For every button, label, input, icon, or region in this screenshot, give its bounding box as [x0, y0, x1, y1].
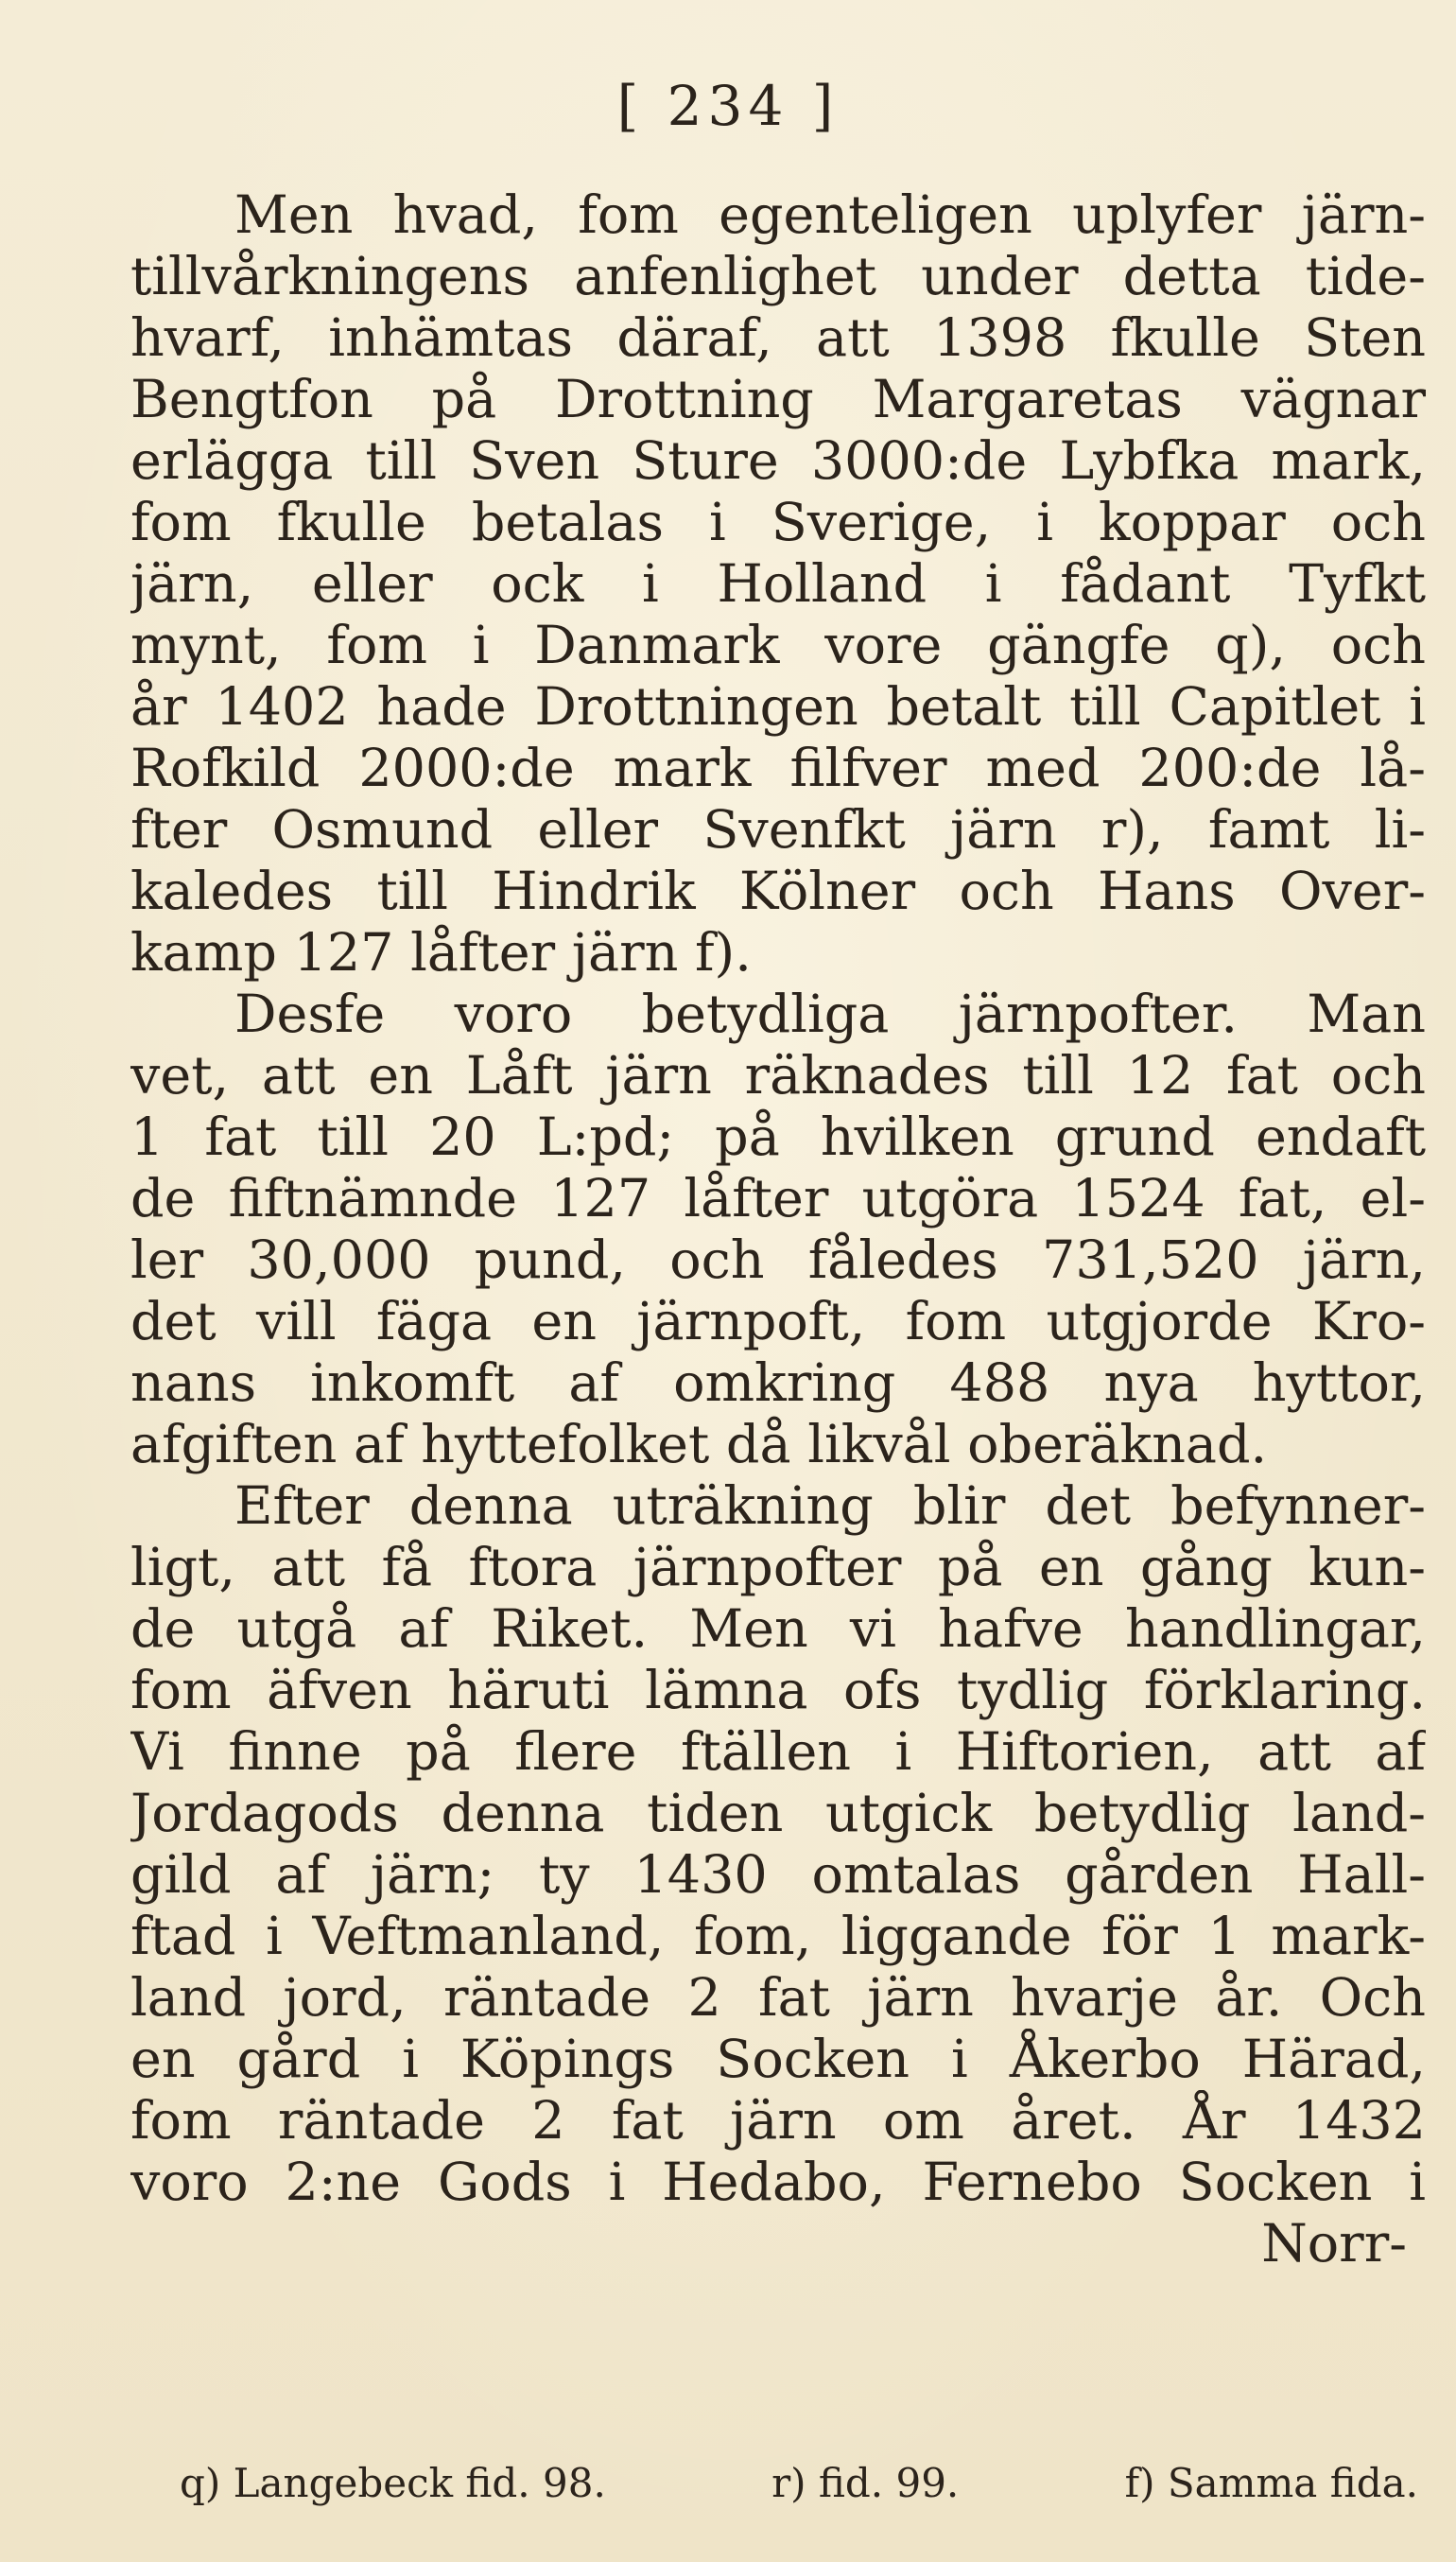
text-line: det vill fäga en järnpoft, fom utgjorde Kro-: [130, 1291, 1426, 1352]
text-line: voro 2:ne Gods i Hedabo, Fernebo Socken i: [130, 2152, 1426, 2213]
footnotes: [180, 2457, 1418, 2510]
text-line: ler 30,000 pund, och fåledes 731,520 järn,: [130, 1229, 1426, 1291]
text-line: Rofkild 2000:de mark filfver med 200:de lå-: [130, 738, 1426, 799]
text-line: ligt, att få ftora järnpofter på en gång kun-: [130, 1537, 1426, 1598]
footnote: r) fid. 99.: [771, 2460, 960, 2506]
text-line: Bengtfon på Drottning Margaretas vägnar: [130, 369, 1426, 430]
text-line: gild af järn; ty 1430 omtalas gården Hall-: [130, 1844, 1426, 1906]
text-line: Men hvad, fom egenteligen uplyfer järn-: [234, 184, 1426, 246]
text-line: land jord, räntade 2 fat järn hvarje år. Och: [130, 1967, 1426, 2029]
text-line: Vi finne på flere ftällen i Hiftorien, att af: [130, 1721, 1426, 1783]
text-line: 1 fat till 20 L:pd; på hvilken grund endaft: [130, 1107, 1426, 1168]
text-line: fom räntade 2 fat järn om året. År 1432: [130, 2090, 1426, 2152]
text-line: afgiften af hyttefolket då likvål oberäknad.: [130, 1414, 1268, 1475]
footnote: f) Samma fida.: [1124, 2460, 1418, 2506]
text-line: järn, eller ock i Holland i fådant Tyfkt: [130, 553, 1426, 615]
text-line: en gård i Köpings Socken i Åkerbo Härad,: [130, 2029, 1426, 2090]
body-text: [130, 184, 1426, 2274]
text-line: de fiftnämnde 127 låfter utgöra 1524 fat, el-: [130, 1168, 1426, 1229]
text-line: Norr-: [1261, 2213, 1407, 2274]
text-line: kamp 127 låfter järn f).: [130, 922, 752, 984]
text-line: erlägga till Sven Sture 3000:de Lybfka mark,: [130, 430, 1426, 492]
text-line: Jordagods denna tiden utgick betydlig land-: [130, 1783, 1426, 1844]
text-line: nans inkomft af omkring 488 nya hyttor,: [130, 1352, 1426, 1414]
text-line: Desfe voro betydliga järnpofter. Man: [234, 984, 1426, 1045]
text-line: tillvårkningens anfenlighet under detta tide-: [130, 246, 1426, 307]
text-line: fom äfven häruti lämna ofs tydlig förklaring.: [130, 1660, 1426, 1721]
text-line: mynt, fom i Danmark vore gängfe q), och: [130, 615, 1426, 676]
text-line: fter Osmund eller Svenfkt järn r), famt li-: [130, 799, 1426, 861]
text-line: de utgå af Riket. Men vi hafve handlingar,: [130, 1598, 1426, 1660]
text-line: fom fkulle betalas i Sverige, i koppar och: [130, 492, 1426, 553]
text-line: ftad i Veftmanland, fom, liggande för 1 mark-: [130, 1906, 1426, 1967]
page-number: [ 234 ]: [616, 74, 840, 138]
text-line: vet, att en Låft järn räknades till 12 fat och: [130, 1045, 1426, 1107]
text-line: hvarf, inhämtas däraf, att 1398 fkulle Sten: [130, 307, 1426, 369]
text-line: år 1402 hade Drottningen betalt till Capitlet i: [130, 676, 1426, 738]
text-line: kaledes till Hindrik Kölner och Hans Over-: [130, 861, 1426, 922]
footnote: q) Langebeck fid. 98.: [180, 2460, 606, 2506]
text-line: Efter denna uträkning blir det befynner-: [234, 1475, 1426, 1537]
